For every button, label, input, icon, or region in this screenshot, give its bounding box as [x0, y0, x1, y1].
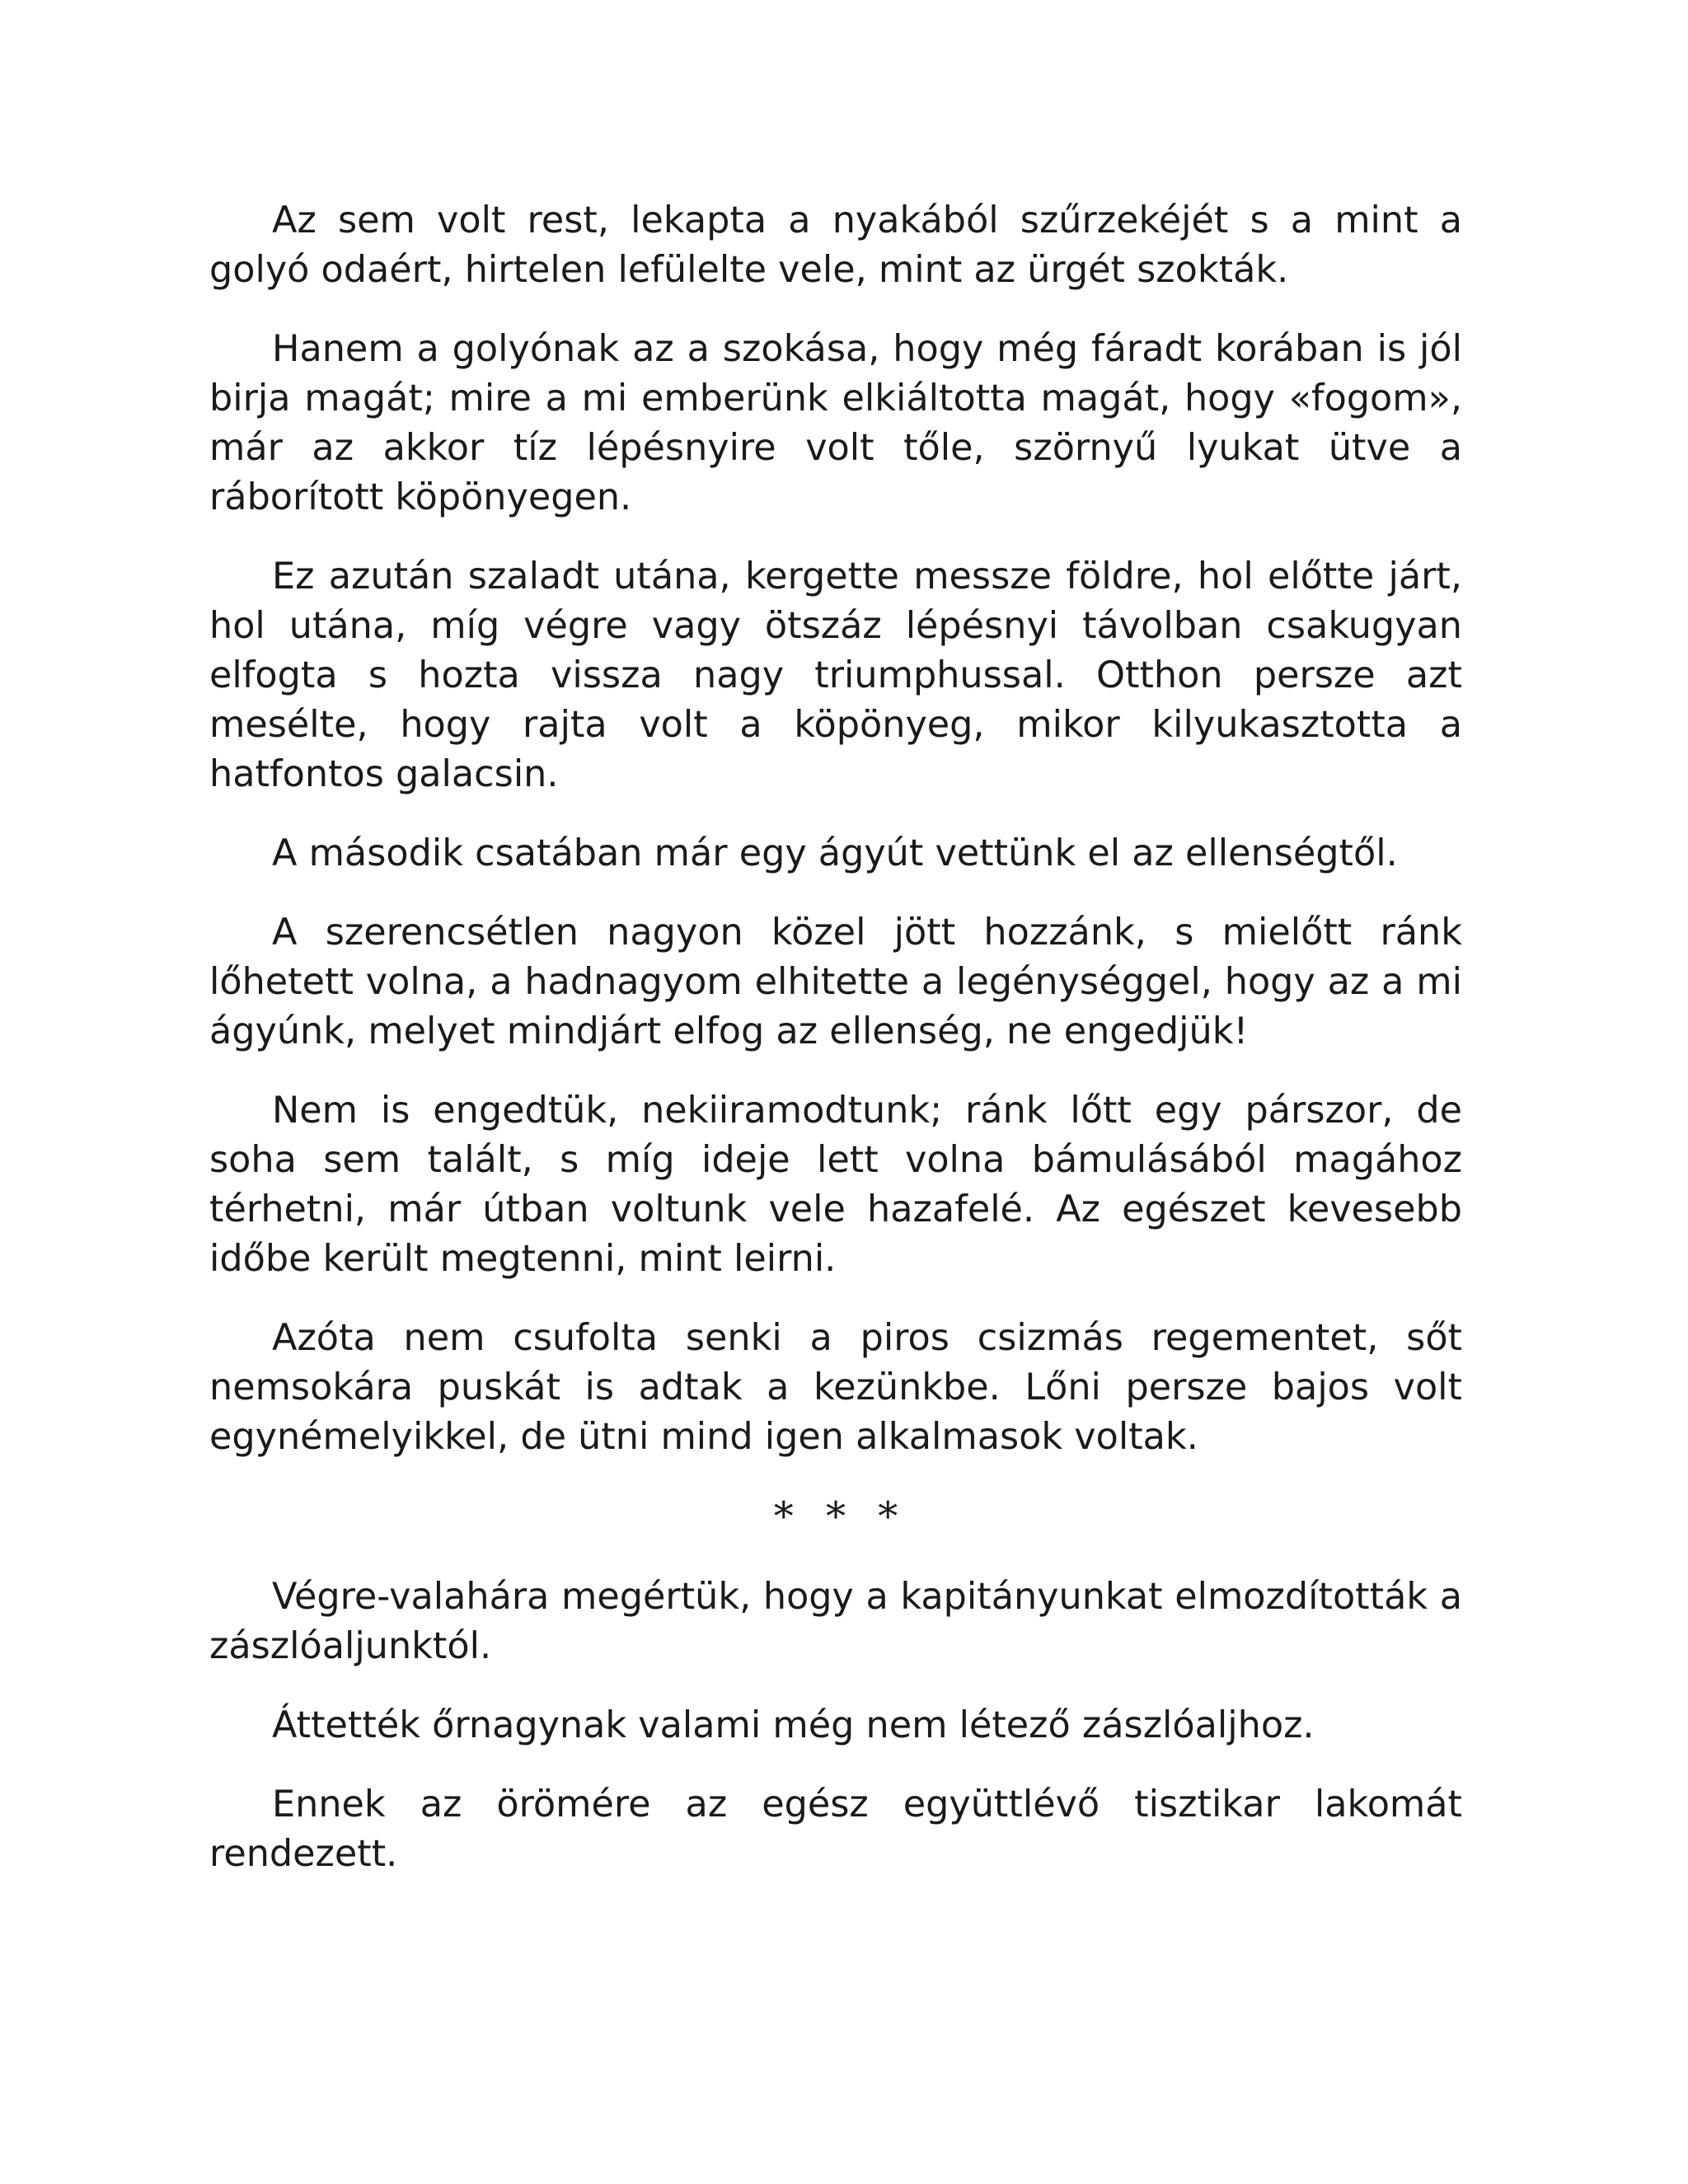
- paragraph: Nem is engedtük, nekiiramodtunk; ránk lőtt egy párszor, de soha sem talált, s míg ideje lett volna bámulásából magához térhetni, már útban voltunk vele hazafelé. Az egészet kevesebb időbe került megtenni, mint leirni.: [209, 1090, 1462, 1280]
- paragraph: Azóta nem csufolta senki a piros csizmás regementet, sőt nemsokára puskát is adtak a kezünkbe. Lőni persze bajos volt egynémelyikkel, de ütni mind igen alkalmasok voltak.: [209, 1317, 1462, 1458]
- paragraph: Ennek az örömére az egész együttlévő tisztikar lakomát rendezett.: [209, 1783, 1462, 1875]
- paragraph: Hanem a golyónak az a szokása, hogy még fáradt korában is jól birja magát; mire a mi emberünk elkiáltotta magát, hogy «fogom», már az akkor tíz lépésnyire volt tőle, szörnyű lyukat ütve a ráborított köpönyegen.: [209, 328, 1462, 518]
- paragraph: A szerencsétlen nagyon közel jött hozzánk, s mielőtt ránk lőhetett volna, a hadnagyom elhitette a legénységgel, hogy az a mi ágyúnk, melyet mindjárt elfog az ellenség, ne engedjük!: [209, 912, 1462, 1052]
- paragraph: Áttették őrnagynak valami még nem létező zászlóaljhoz.: [272, 1704, 1315, 1746]
- paragraph: Ez azután szaladt utána, kergette messze földre, hol előtte járt, hol utána, míg végre vagy ötszáz lépésnyi távolban csakugyan elfogta s hozta vissza nagy triumphussal. Otthon persze azt mesélte, hogy rajta volt a köpönyeg, mikor kilyukasztotta a hatfontos galacsin.: [209, 555, 1462, 795]
- body-text: [209, 196, 1462, 1909]
- paragraph: Végre-valahára megértük, hogy a kapitányunkat elmozdították a zászlóaljunktól.: [209, 1576, 1462, 1667]
- section-separator: * * *: [773, 1493, 908, 1540]
- paragraph: A második csatában már egy ágyút vettünk el az ellenségtől.: [272, 832, 1398, 874]
- paragraph: Az sem volt rest, lekapta a nyakából szűrzekéjét s a mint a golyó odaért, hirtelen lefülelte vele, mint az ürgét szokták.: [209, 199, 1462, 291]
